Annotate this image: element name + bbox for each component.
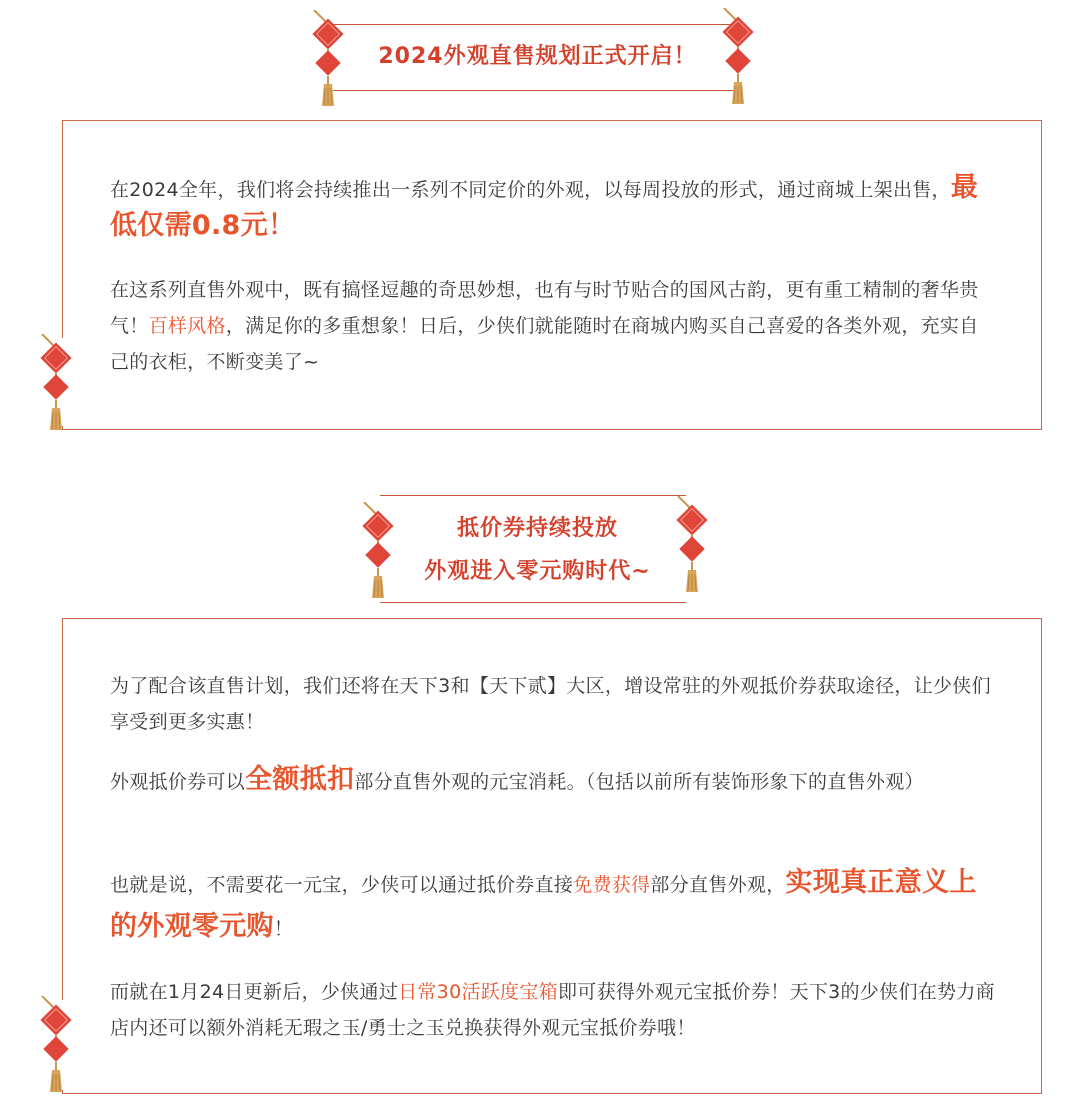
section2-paragraph-2: 外观抵价券可以全额抵扣部分直售外观的元宝消耗。（包括以前所有装饰形象下的直售外观） [110, 764, 924, 795]
style-highlight: 百样风格 [148, 315, 226, 337]
heading2-top-line [380, 495, 686, 496]
full-deduct-highlight: 全额抵扣 [245, 764, 355, 795]
activity-box-highlight: 日常30活跃度宝箱 [398, 981, 558, 1003]
section2-heading-line1: 抵价券持续投放 [456, 516, 618, 541]
section1-heading: 2024外观直售规划正式开启！ [378, 44, 697, 69]
section2-paragraph-3: 也就是说，不需要花一元宝，少侠可以通过抵价券直接免费获得部分直售外观，实现真正意义上的外观零元购！ [110, 867, 977, 942]
price-highlight: 最低仅需0.8元！ [110, 172, 979, 241]
knot-ornament-icon [36, 996, 76, 1096]
knot-ornament-icon [718, 8, 758, 108]
section2-heading-line2: 外观进入零元购时代~ [424, 559, 651, 584]
section2-paragraph-4: 而就在1月24日更新后，少侠通过日常30活跃度宝箱即可获得外观元宝抵价券！天下3的少侠们在势力商店内还可以额外消耗无瑕之玉/勇士之玉兑换获得外观元宝抵价券哦！ [110, 981, 995, 1039]
zero-purchase-highlight: 实现真正意义上的外观零元购 [110, 867, 977, 942]
heading1-top-line [333, 24, 735, 25]
section1-paragraph-2: 在这系列直售外观中，既有搞怪逗趣的奇思妙想，也有与时节贴合的国风古韵，更有重工精制的奢华贵气！百样风格，满足你的多重想象！日后，少侠们就能随时在商城内购买自己喜爱的各类外观，充实自己的衣柜，不断变美了~ [110, 279, 979, 373]
section1-paragraph-1: 在2024全年，我们将会持续推出一系列不同定价的外观，以每周投放的形式，通过商城上架出售，最低仅需0.8元！ [110, 172, 979, 241]
heading1-bottom-line [333, 90, 735, 91]
knot-ornament-icon [308, 10, 348, 110]
knot-ornament-icon [36, 334, 76, 434]
knot-ornament-icon [672, 496, 712, 596]
free-get-highlight: 免费获得 [573, 874, 651, 896]
section2-paragraph-1: 为了配合该直售计划，我们还将在天下3和【天下贰】大区，增设常驻的外观抵价券获取途径，让少侠们享受到更多实惠！ [110, 675, 991, 733]
heading2-bottom-line [380, 602, 686, 603]
knot-ornament-icon [358, 502, 398, 602]
